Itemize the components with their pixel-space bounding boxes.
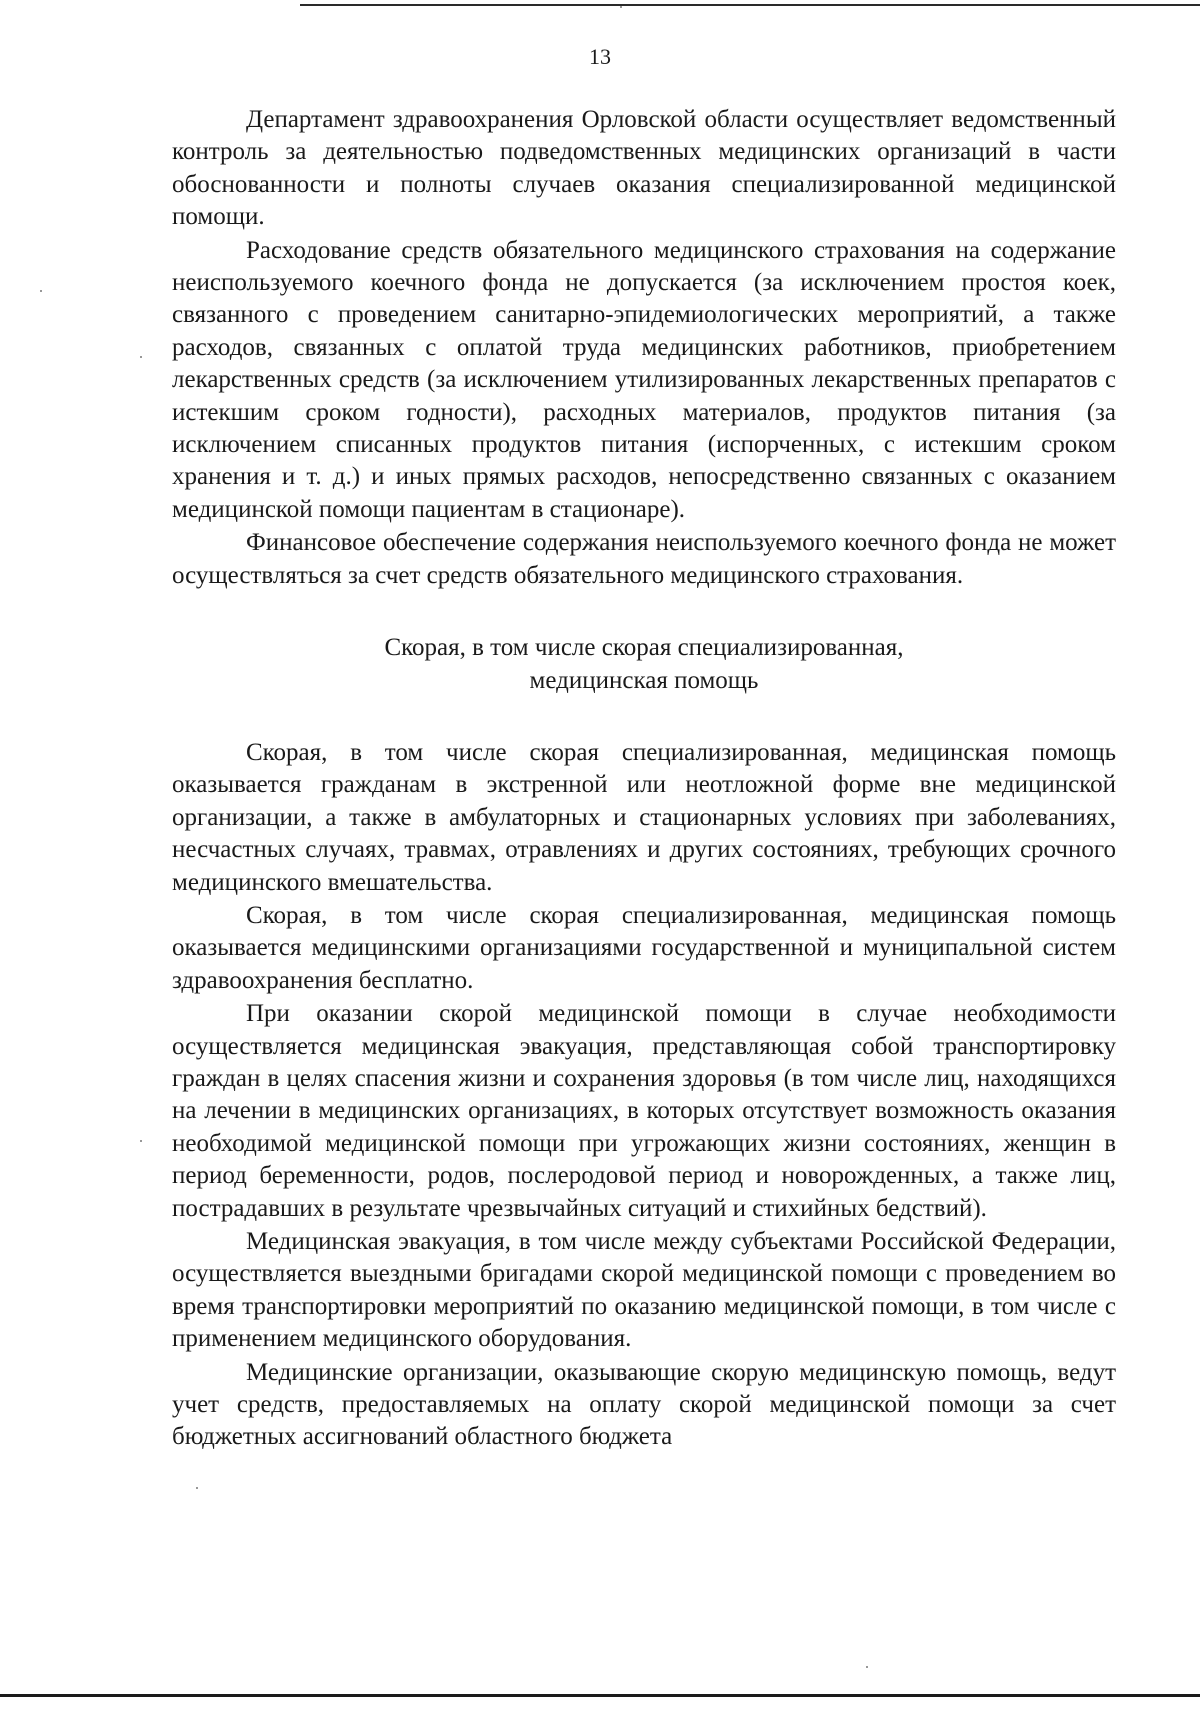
paragraph-financing: Финансовое обеспечение содержания неиспользуемого коечного фонда не может осуществляться за счет средств обязательного медицинского страхования. [172, 529, 1116, 589]
section-heading [172, 632, 1116, 697]
scan-speck [620, 6, 622, 8]
paragraph-insurance-spending: Расходование средств обязательного медицинского страхования на содержание неиспользуемого коечного фонда не допускается (за исключением простоя коек, связанного с проведением санитарно-эпидемиологических мероприятий, а также расходов, связанных с оплатой труда медицинских работников, приобретением лекарственных средств (за исключением утилизированных лекарственных препаратов с истекшим сроком годности), расходных материалов, продуктов питания (за исключением списанных продуктов питания (испорченных, с истекшим сроком хранения и т. д.) и иных прямых расходов, непосредственно связанных с оказанием медицинской помощи пациентам в стационаре). [172, 236, 1116, 523]
scan-speck [40, 290, 42, 292]
paragraph-medical-evacuation: При оказании скорой медицинской помощи в случае необходимости осуществляется медицинская эвакуация, представляющая собой транспортировку граждан в целях спасения жизни и сохранения здоровья (в том числе лиц, находящихся на лечении в медицинских организациях, в которых отсутствует возможность оказания необходимой медицинской помощи при угрожающих жизни состояниях, женщин в период беременности, родов, послеродовой период и новорожденных, а также лиц, пострадавших в результате чрезвычайных ситуаций и стихийных бедствий). [172, 1000, 1116, 1222]
scan-speck [140, 1140, 142, 1142]
scan-edge-bottom [0, 1694, 1200, 1697]
document-body [172, 104, 1116, 1454]
scan-speck [140, 356, 142, 358]
page-number: 13 [589, 44, 611, 69]
paragraph-emergency-care: Скорая, в том числе скорая специализированная, медицинская помощь оказывается гражданам в экстренной или неотложной форме вне медицинской организации, а также в амбулаторных и стационарных условиях при заболеваниях, несчастных случаях, травмах, отравлениях и других состояниях, требующих срочного медицинского вмешательства. [172, 738, 1116, 896]
paragraph-evacuation-teams: Медицинская эвакуация, в том числе между субъектами Российской Федерации, осуществляется выездными бригадами скорой медицинской помощи с проведением во время транспортировки мероприятий по оказанию медицинской помощи, в том числе с применением медицинского оборудования. [172, 1228, 1116, 1353]
section-heading-line-1: Скорая, в том числе скорая специализированная, [384, 634, 904, 662]
paragraph-accounting: Медицинские организации, оказывающие скорую медицинскую помощь, ведут учет средств, предоставляемых на оплату скорой медицинской помощи за счет бюджетных ассигнований областного бюджета [172, 1358, 1116, 1451]
paragraph-department-control: Департамент здравоохранения Орловской области осуществляет ведомственный контроль за деятельностью подведомственных медицинских организаций в части обоснованности и полноты случаев оказания специализированной медицинской помощи. [172, 106, 1116, 231]
section-heading-line-2: медицинская помощь [529, 666, 759, 694]
scan-speck [866, 1666, 868, 1668]
paragraph-emergency-free: Скорая, в том числе скорая специализированная, медицинская помощь оказывается медицинскими организациями государственной и муниципальной систем здравоохранения бесплатно. [172, 901, 1116, 994]
scan-speck [196, 1487, 198, 1489]
scan-edge-top [300, 4, 1200, 6]
